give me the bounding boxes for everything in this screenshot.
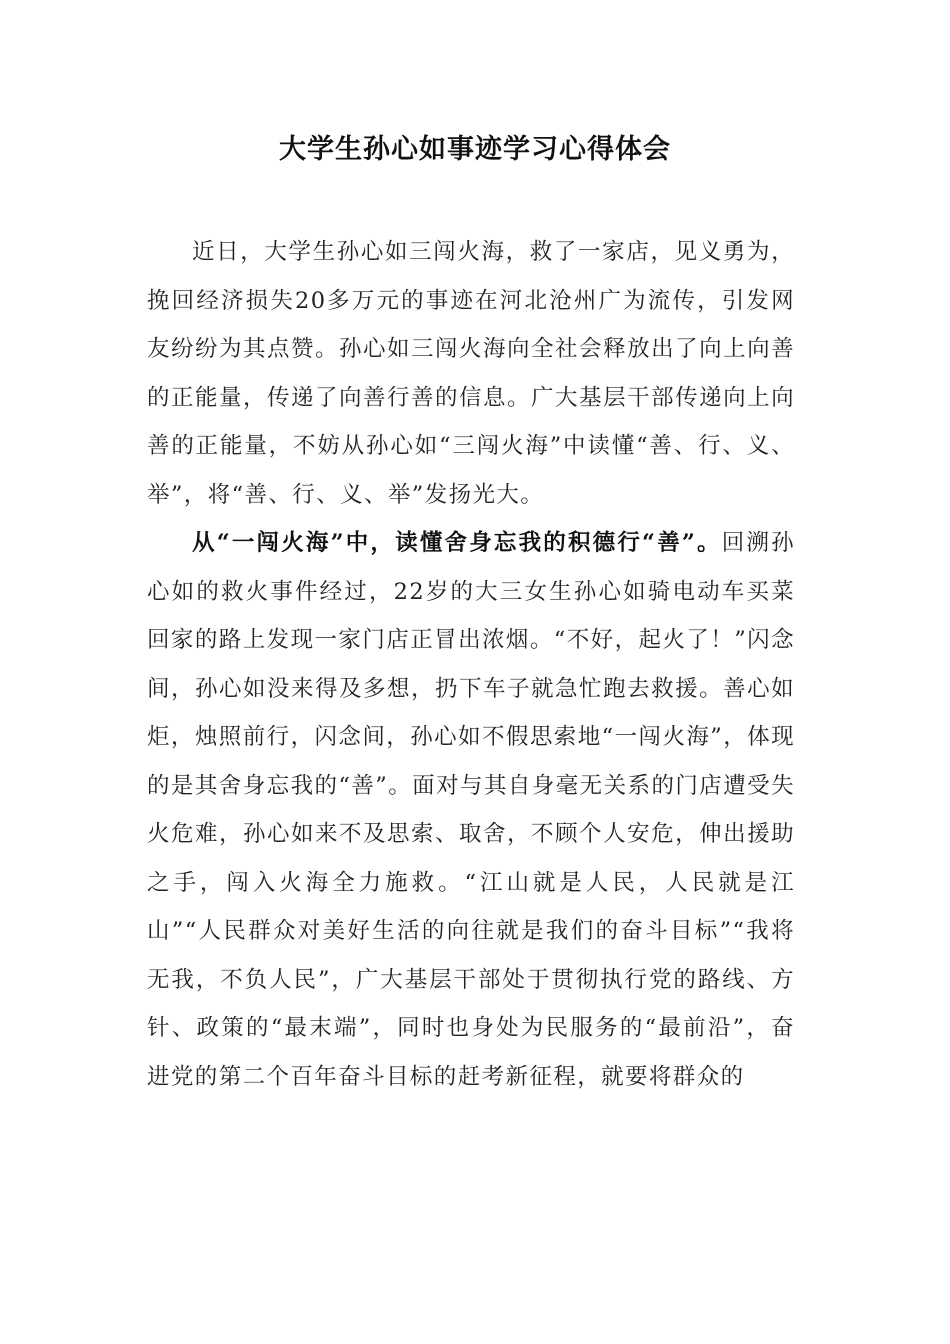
paragraph-intro: 近日，大学生孙心如三闯火海，救了一家店，见义勇为，挽回经济损失20多万元的事迹在河北沧州广为流传，引发网友纷纷为其点赞。孙心如三闯火海向全社会释放出了向上向善的正能量，传递了向善行善的信息。广大基层干部传递向上向善的正能量，不妨从孙心如“三闯火海”中读懂“善、行、义、举”，将“善、行、义、举”发扬光大。 — [147, 239, 795, 508]
section-body-text: 回溯孙心如的救火事件经过，22岁的大三女生孙心如骑电动车买菜回家的路上发现一家门店正冒出浓烟。“不好，起火了！”闪念间，孙心如没来得及多想，扔下车子就急忙跑去救援。善心如炬，烛照前行，闪念间，孙心如不假思索地“一闯火海”，体现的是其舍身忘我的“善”。面对与其自身毫无关系的门店遭受失火危难，孙心如来不及思索、取舍，不顾个人安危，伸出援助之手，闯入火海全力施救。“江山就是人民，人民就是江山”“人民群众对美好生活的向往就是我们的奋斗目标”“我将无我，不负人民”，广大基层干部处于贯彻执行党的路线、方针、政策的“最末端”，同时也身处为民服务的“最前沿”，奋进党的第二个百年奋斗目标的赶考新征程，就要将群众的 — [147, 530, 796, 1090]
paragraph-section-1 — [147, 519, 795, 1101]
section-heading: 从“一闯火海”中，读懂舍身忘我的积德行“善”。 — [192, 530, 722, 556]
document-title: 大学生孙心如事迹学习心得体会 — [279, 134, 671, 165]
document-body — [147, 228, 795, 1101]
